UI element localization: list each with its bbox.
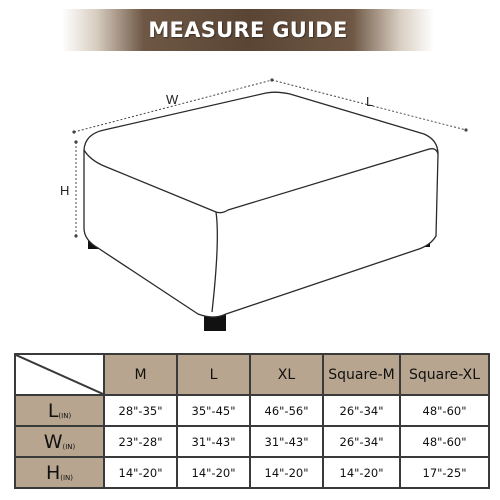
table-cell: 14"-20" [250, 457, 323, 488]
table-cell: 23"-28" [104, 426, 177, 457]
width-label: W [166, 92, 179, 107]
row-label: L [47, 399, 59, 422]
measure-guide-banner [62, 9, 434, 51]
column-header-square-xl: Square-XL [400, 354, 489, 395]
row-header-length [15, 395, 104, 426]
table-cell: 17"-25" [400, 457, 489, 488]
table-cell: 31"-43" [250, 426, 323, 457]
row-header-width [15, 426, 104, 457]
table-corner-cell [15, 354, 104, 395]
table-cell: 14"-20" [177, 457, 250, 488]
row-label: H [45, 461, 61, 484]
table-row-width [15, 426, 489, 457]
row-unit: (IN) [58, 411, 72, 420]
table-cell: 48"-60" [400, 395, 489, 426]
table-cell: 35"-45" [177, 395, 250, 426]
column-header-m: M [104, 354, 177, 395]
table-cell: 26"-34" [323, 395, 400, 426]
corner-diagonal-line [16, 355, 103, 394]
row-unit: (IN) [60, 473, 74, 482]
row-label: W [43, 430, 63, 453]
column-header-xl: XL [250, 354, 323, 395]
column-header-l: L [177, 354, 250, 395]
ottoman-body [84, 92, 438, 317]
length-label: L [366, 94, 374, 109]
table-cell: 28"-35" [104, 395, 177, 426]
table-row-length [15, 395, 489, 426]
row-header-height [15, 457, 104, 488]
table-cell: 31"-43" [177, 426, 250, 457]
size-chart-table [14, 353, 490, 489]
column-header-square-m: Square-M [323, 354, 400, 395]
table-cell: 46"-56" [250, 395, 323, 426]
ottoman-diagram [0, 60, 500, 340]
table-cell: 14"-20" [323, 457, 400, 488]
row-unit: (IN) [62, 442, 76, 451]
table-cell: 48"-60" [400, 426, 489, 457]
table-row-height [15, 457, 489, 488]
height-label: H [60, 183, 70, 198]
table-cell: 14"-20" [104, 457, 177, 488]
table-cell: 26"-34" [323, 426, 400, 457]
size-header-row [15, 354, 489, 395]
banner-title: MEASURE GUIDE [148, 18, 348, 42]
